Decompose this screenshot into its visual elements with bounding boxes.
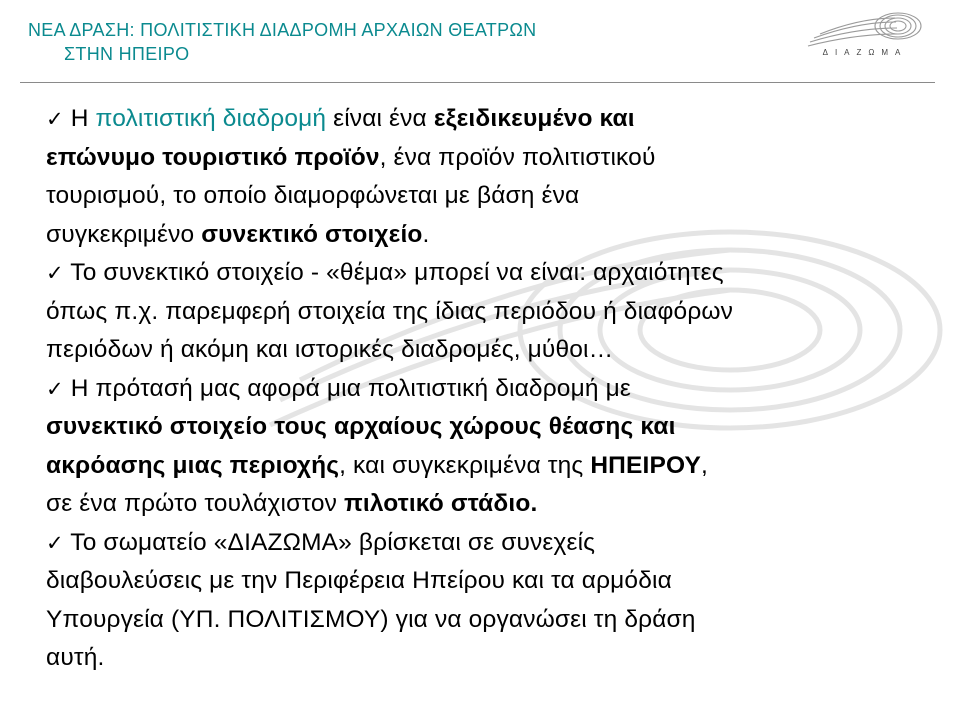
bullet-text: περιόδων ή ακόμη και ιστορικές διαδρομές, μύθοι… bbox=[46, 336, 614, 363]
bullet-text: όπως π.χ. παρεμφερή στοιχεία της ίδιας περιόδου ή διαφόρων bbox=[46, 297, 734, 325]
bold-phrase: συνεκτικό στοιχείο τους αρχαίους χώρους θέασης και bbox=[46, 413, 676, 440]
bullet-item bbox=[46, 254, 946, 370]
header-divider bbox=[20, 82, 935, 83]
slide-title-line-1: ΝΕΑ ΔΡΑΣΗ: ΠΟΛΙΤΙΣΤΙΚΗ ΔΙΑΔΡΟΜΗ ΑΡΧΑΙΩΝ ΘΕΑΤΡΩΝ bbox=[28, 20, 537, 40]
bullet-list bbox=[46, 100, 946, 678]
checkmark-icon: ✓ bbox=[46, 261, 64, 285]
bullet-text: Το σωματείο «ΔΙΑΖΩΜΑ» βρίσκεται σε συνεχείς bbox=[63, 528, 596, 556]
checkmark-icon: ✓ bbox=[46, 376, 64, 401]
bullet-text: αυτή. bbox=[46, 644, 105, 671]
checkmark-icon: ✓ bbox=[46, 107, 64, 131]
bullet-text: , ένα προϊόν πολιτιστικού bbox=[379, 143, 656, 171]
bullet-text: Η bbox=[63, 105, 96, 132]
amphitheatre-arcs-icon bbox=[800, 8, 930, 68]
bullet-text: Υπουργεία (ΥΠ. ΠΟΛΙΤΙΣΜΟΥ) για να οργανώσει τη δράση bbox=[46, 605, 696, 633]
bullet-text: σε ένα πρώτο τουλάχιστον bbox=[46, 490, 344, 517]
logo-text: ΔΙΑΖΩΜΑ bbox=[822, 48, 908, 57]
bullet-text: συγκεκριμένο bbox=[46, 220, 202, 248]
bullet-text: τουρισμού, το οποίο διαμορφώνεται με βάση ένα bbox=[46, 182, 580, 209]
bullet-text: , bbox=[700, 451, 708, 479]
bold-phrase: συνεκτικό στοιχείο bbox=[201, 220, 423, 248]
bold-phrase: ΗΠΕΙΡΟΥ bbox=[590, 451, 701, 479]
bullet-item bbox=[46, 524, 946, 678]
highlighted-phrase: πολιτιστική διαδρομή bbox=[95, 105, 327, 132]
bold-phrase: επώνυμο τουριστικό προϊόν bbox=[46, 143, 380, 171]
bullet-text: είναι ένα bbox=[326, 105, 434, 132]
bold-phrase: ακρόασης μιας περιοχής bbox=[46, 451, 340, 479]
bullet-item bbox=[46, 100, 946, 254]
checkmark-icon: ✓ bbox=[46, 530, 64, 555]
bold-phrase: εξειδικευμένο και bbox=[433, 105, 635, 132]
bullet-text: . bbox=[422, 220, 430, 248]
bullet-text: Το συνεκτικό στοιχείο - «θέμα» μπορεί να είναι: αρχαιότητες bbox=[63, 259, 724, 286]
bullet-text: διαβουλεύσεις με την Περιφέρεια Ηπείρου και τα αρμόδια bbox=[46, 567, 672, 594]
bullet-text: Η πρότασή μας αφορά μια πολιτιστική διαδρομή με bbox=[63, 374, 631, 402]
slide-title-line-2: ΣΤΗΝ ΗΠΕΙΡΟ bbox=[64, 44, 190, 64]
slide-title bbox=[28, 18, 536, 66]
bold-phrase: πιλοτικό στάδιο. bbox=[343, 490, 538, 517]
bullet-text: , και συγκεκριμένα της bbox=[339, 451, 591, 479]
bullet-item bbox=[46, 370, 946, 524]
